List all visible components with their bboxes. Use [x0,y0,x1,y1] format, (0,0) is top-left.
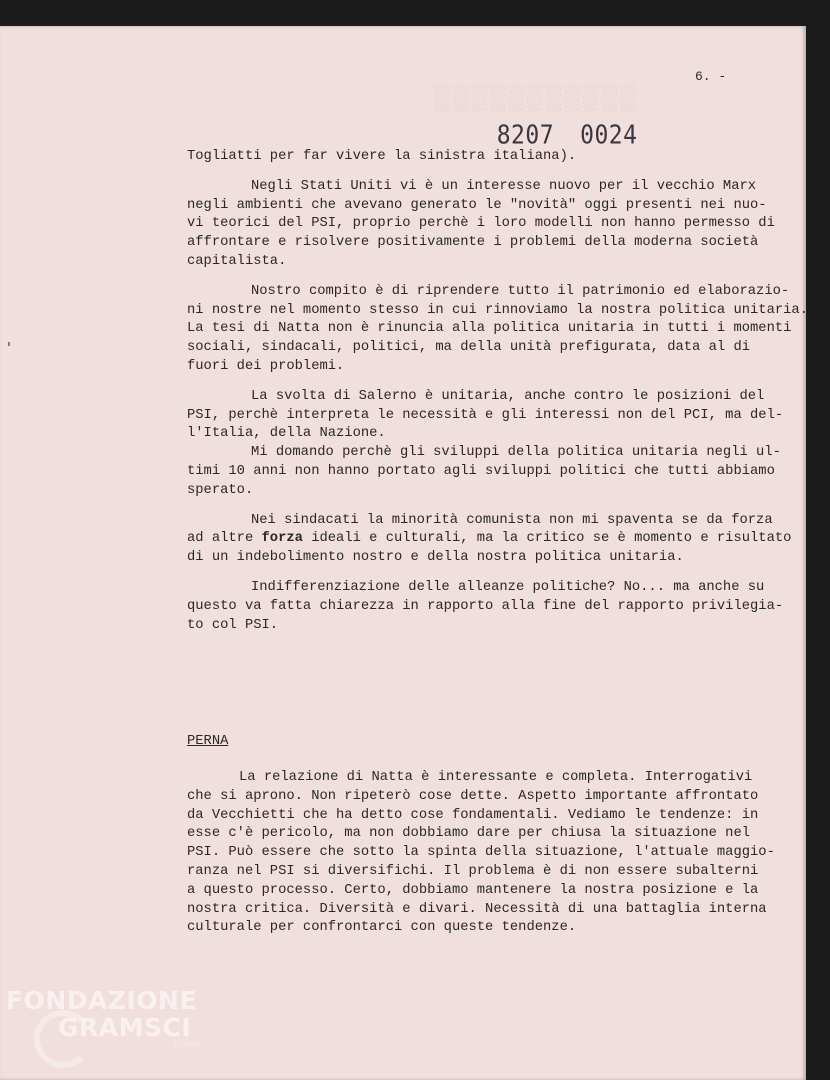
paragraph [187,444,808,500]
text-line: PSI, perchè interpreta le necessità e gli interessi non del PCI, ma del- [187,407,784,423]
paragraph [187,148,808,167]
text-line: Nostro compito è di riprendere tutto il patrimonio ed elaborazio- [251,283,790,299]
text-line: PSI. Può essere che sotto la spinta della situazione, l'attuale maggio- [187,845,775,861]
text-line: esse c'è pericolo, ma non dobbiamo dare per chiusa la situazione nel [187,826,751,842]
body-section-2 [187,769,775,938]
text-line: La tesi di Natta non è rinuncia alla politica unitaria in tutti i momenti [187,321,792,337]
text-line: negli ambienti che avevano generato le "novità" oggi presenti nei nuo- [187,197,767,213]
text-line: ad altre forza ideali e culturali, ma la critico se è momento e risultato [187,531,792,547]
paragraph [187,283,808,377]
text-line: di un indebolimento nostro e della nostra politica unitaria. [187,550,684,566]
fondazione-gramsci-watermark [6,988,201,1050]
text-line: sperato. [187,482,254,498]
text-line: ranza nel PSI si diversifichi. Il problema è di non essere subalterni [187,863,759,879]
text-line: sociali, sindacali, politici, ma della unità prefigurata, data al di [187,340,751,356]
bleed-through-shadow: ▒▒▒▒▒▒▒▒▒▒▒ [434,84,639,114]
archive-stamp-part-1: 8207 [496,121,555,151]
text-line: timi 10 anni non hanno portato agli sviluppi politici che tutti abbiamo [187,463,775,479]
text-line: La svolta di Salerno è unitaria, anche contro le posizioni del [251,388,765,404]
watermark-line-1: FONDAZIONE [6,986,198,1015]
text-line: nostra critica. Diversità e divari. Necessità di una battaglia interna [187,901,767,917]
page-number: 6. - [695,69,727,84]
text-line: che si aprono. Non ripeterò cose dette. Aspetto importante affrontato [187,788,759,804]
text-line: to col PSI. [187,617,279,633]
text-line: capitalista. [187,253,287,269]
archive-stamp [468,92,637,150]
paragraph [187,388,808,444]
text-line: Mi domando perchè gli sviluppi della politica unitaria negli ul- [251,445,781,461]
text-line: culturale per confrontarci con queste tendenze. [187,920,577,936]
text-line: vi teorici del PSI, proprio perchè i loro modelli non hanno permesso di [187,216,775,232]
text-line: questo va fatta chiarezza in rapporto alla fine del rapporto privilegia- [187,598,784,614]
text-line: a questo processo. Certo, dobbiamo mantenere la nostra posizione e la [187,882,759,898]
text-line: affrontare e risolvere positivamente i problemi della moderna società [187,235,759,251]
text-line: Indifferenziazione delle alleanze politiche? No... ma anche su [251,579,765,595]
text-line: l'Italia, della Nazione. [187,426,386,442]
watermark-line-3: onlus [174,1039,201,1050]
text-line: da Vecchietti che ha detto cose fondamentali. Vediamo le tendenze: in [187,807,759,823]
text-line: Togliatti per far vivere la sinistra italiana). [187,149,577,164]
speaker-heading: PERNA [187,734,229,749]
body-section-1 [187,148,808,646]
paragraph [187,512,808,568]
margin-mark [8,342,10,346]
watermark-g-ring-icon [34,1010,92,1068]
text-line: ni nostre nel momento stesso in cui rinnoviamo la nostra politica unitaria. [187,302,808,318]
text-line: fuori dei problemi. [187,358,345,374]
text-line: Negli Stati Uniti vi è un interesse nuovo per il vecchio Marx [251,178,757,194]
archive-stamp-part-2: 0024 [580,121,638,151]
watermark-line-2: GRAMSCI [58,1013,192,1042]
paragraph [187,579,808,635]
emphasized-word: forza [261,531,303,547]
text-line: Nei sindacati la minorità comunista non mi spaventa se da forza [251,512,773,528]
text-line: La relazione di Natta è interessante e completa. Interrogativi [239,770,753,785]
paragraph [187,178,808,272]
